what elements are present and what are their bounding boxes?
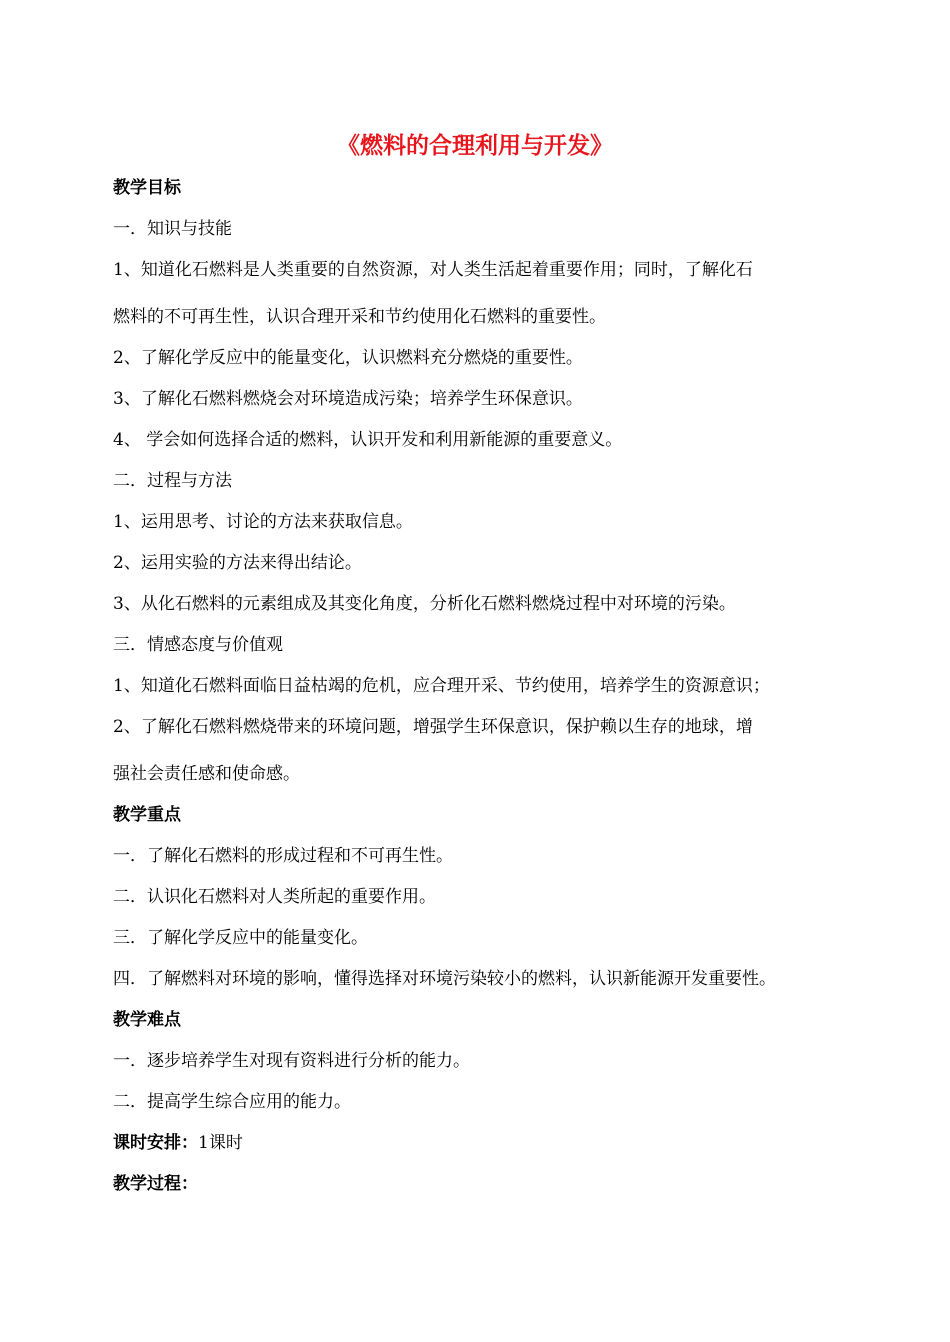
document-title: 《燃料的合理利用与开发》	[337, 133, 613, 159]
schedule-value: 1课时	[198, 1133, 243, 1153]
key-point-item: 三．了解化学反应中的能量变化。	[113, 928, 368, 948]
attitude-values-title: 三．情感态度与价值观	[113, 635, 283, 655]
knowledge-skills-title: 一．知识与技能	[113, 219, 232, 239]
goal-item: 3、了解化石燃料燃烧会对环境造成污染；培养学生环保意识。	[113, 389, 583, 409]
goal-item-continued: 强社会责任感和使命感。	[113, 764, 300, 784]
teaching-process-heading: 教学过程：	[113, 1174, 198, 1194]
difficult-points-heading: 教学难点	[113, 1010, 181, 1030]
goal-item: 2、了解化学反应中的能量变化，认识燃料充分燃烧的重要性。	[113, 348, 583, 368]
teaching-goals-heading: 教学目标	[113, 178, 181, 198]
difficult-point-item: 二．提高学生综合应用的能力。	[113, 1092, 351, 1112]
goal-item-continued: 燃料的不可再生性，认识合理开采和节约使用化石燃料的重要性。	[113, 307, 606, 327]
key-point-item: 四．了解燃料对环境的影响，懂得选择对环境污染较小的燃料，认识新能源开发重要性。	[113, 969, 776, 989]
goal-item: 3、从化石燃料的元素组成及其变化角度，分析化石燃料燃烧过程中对环境的污染。	[113, 594, 736, 614]
goal-item: 2、了解化石燃料燃烧带来的环境问题，增强学生环保意识，保护赖以生存的地球，增	[113, 717, 753, 737]
schedule-label: 课时安排：	[113, 1133, 198, 1153]
goal-item: 1、知道化石燃料面临日益枯竭的危机，应合理开采、节约使用，培养学生的资源意识；	[113, 676, 770, 696]
difficult-point-item: 一．逐步培养学生对现有资料进行分析的能力。	[113, 1051, 470, 1071]
schedule-line	[113, 1131, 873, 1155]
key-point-item: 一．了解化石燃料的形成过程和不可再生性。	[113, 846, 453, 866]
key-points-heading: 教学重点	[113, 805, 181, 825]
goal-item: 4、 学会如何选择合适的燃料，认识开发和利用新能源的重要意义。	[113, 430, 623, 450]
goal-item: 1、知道化石燃料是人类重要的自然资源，对人类生活起着重要作用；同时，了解化石	[113, 260, 753, 280]
goal-item: 1、运用思考、讨论的方法来获取信息。	[113, 512, 413, 532]
process-methods-title: 二．过程与方法	[113, 471, 232, 491]
key-point-item: 二．认识化石燃料对人类所起的重要作用。	[113, 887, 436, 907]
goal-item: 2、运用实验的方法来得出结论。	[113, 553, 362, 573]
